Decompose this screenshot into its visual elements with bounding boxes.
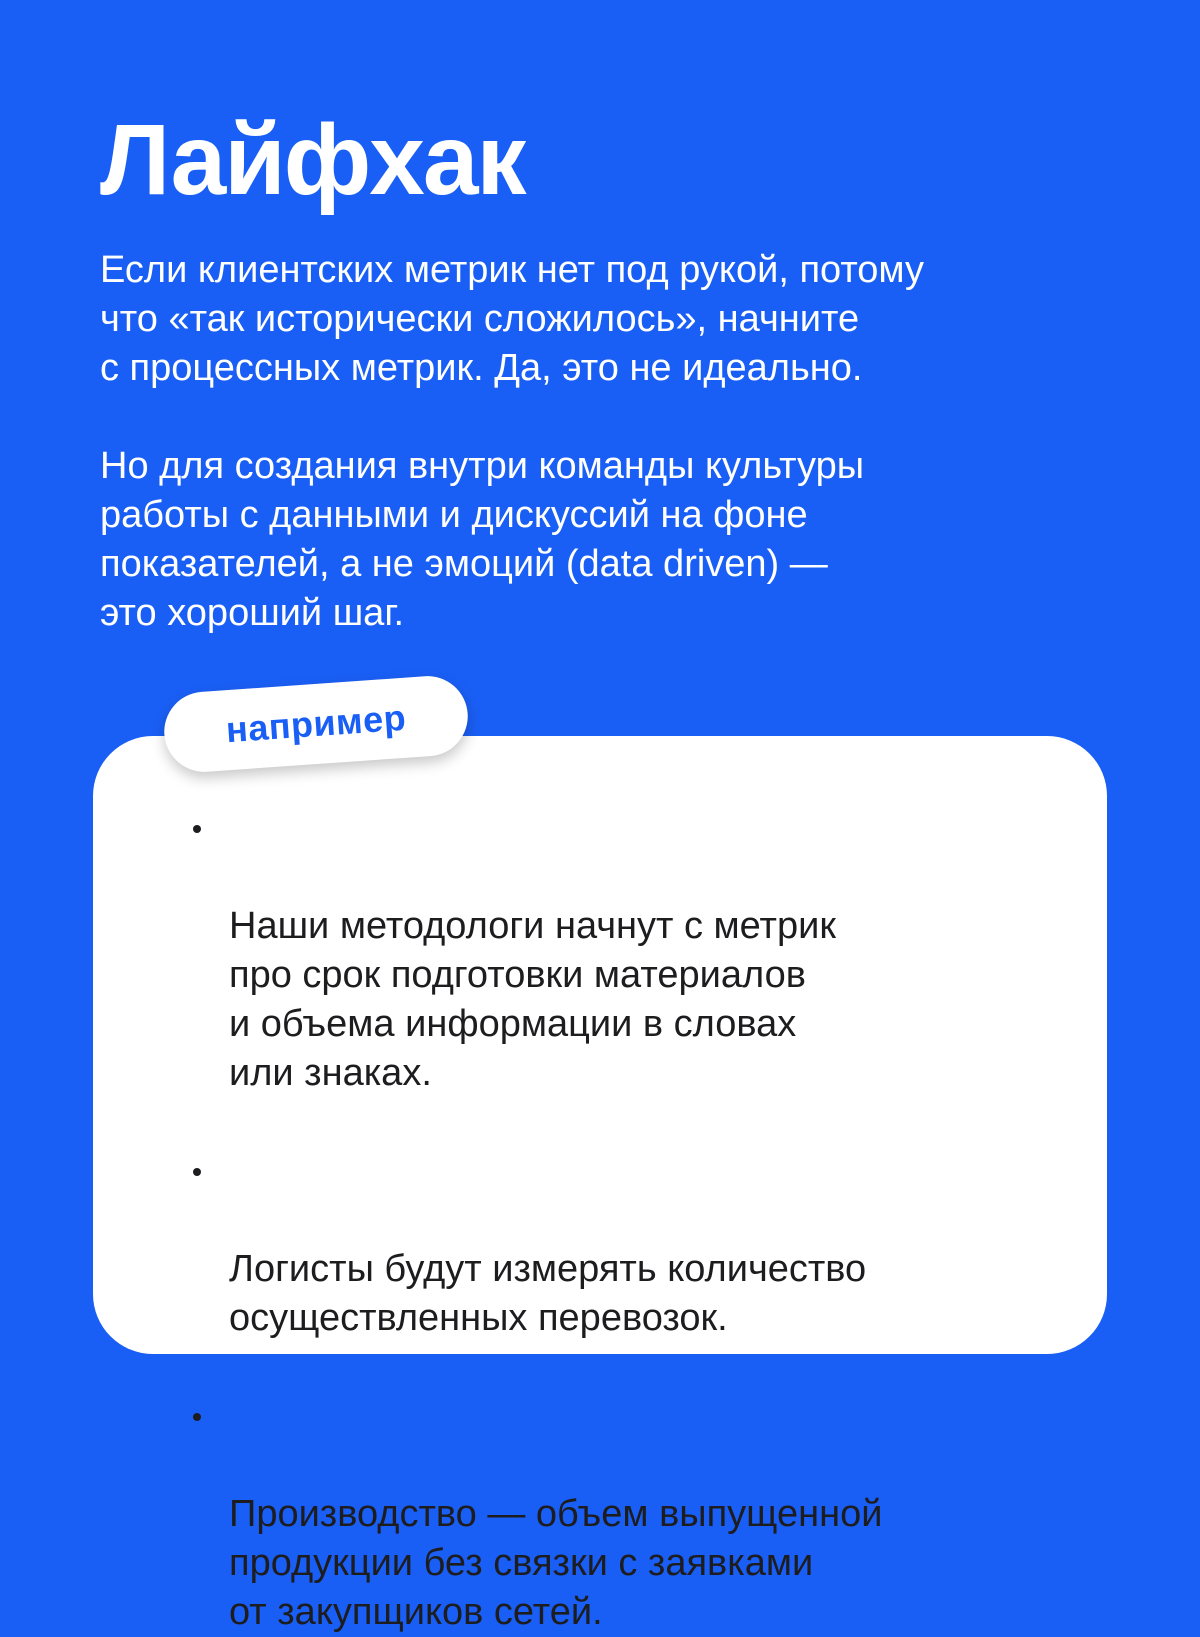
list-item bbox=[93, 804, 1107, 1098]
page-title: Лайфхак bbox=[100, 104, 525, 216]
bullet-icon bbox=[193, 1168, 201, 1176]
intro-paragraph-2: Но для создания внутри команды культуры работы с данными и дискуссий на фоне показателей, а не эмоций (data driven) — это хороший шаг. bbox=[100, 445, 865, 634]
intro-paragraph-1: Если клиентских метрик нет под рукой, потому что «так исторически сложилось», начните с процессных метрик. Да, это не идеально. bbox=[100, 249, 924, 389]
bullet-icon bbox=[193, 825, 201, 833]
list-item-text: Наши методологи начнут с метрик про срок подготовки материалов и объема информации в словах или знаках. bbox=[229, 905, 836, 1094]
bullet-icon bbox=[193, 1413, 201, 1421]
list-item bbox=[93, 1392, 1107, 1637]
list-item-text: Логисты будут измерять количество осуществленных перевозок. bbox=[229, 1248, 867, 1339]
intro-text bbox=[100, 246, 1100, 638]
list-item bbox=[93, 1147, 1107, 1343]
example-tag-label: например bbox=[224, 696, 408, 751]
example-list bbox=[93, 804, 1107, 1637]
list-item-text: Производство — объем выпущенной продукции без связки с заявками от закупщиков сетей. bbox=[229, 1493, 883, 1633]
